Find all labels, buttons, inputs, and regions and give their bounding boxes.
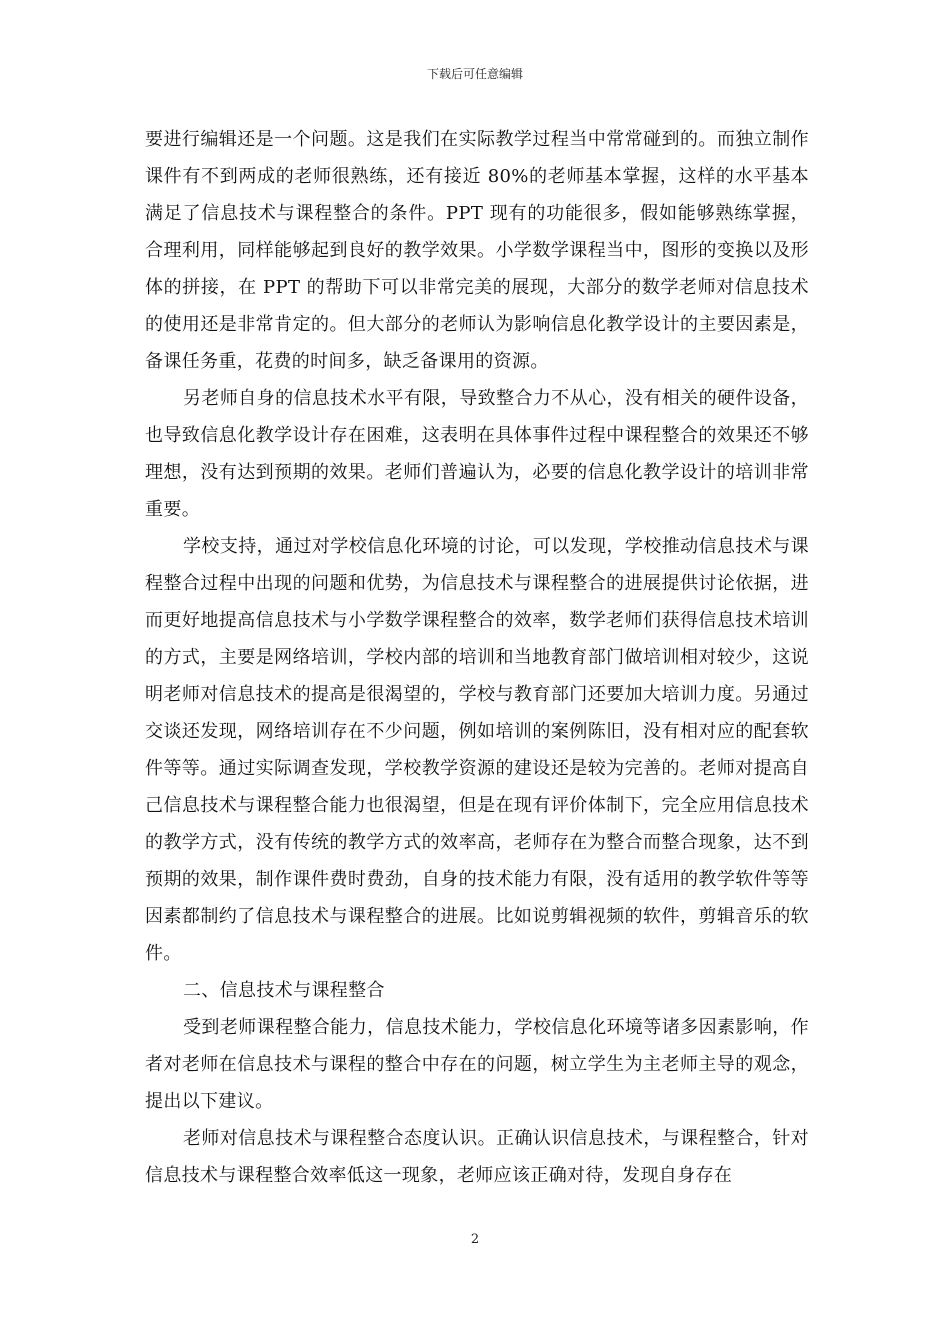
paragraph-school-support: 学校支持，通过对学校信息化环境的讨论，可以发现，学校推动信息技术与课程整合过程中出现的问题和优势，为信息技术与课程整合的进展提供讨论依据，进而更好地提高信息技术与小学数学课程整合的效率，数学老师们获得信息技术培训的方式，主要是网络培训，学校内部的培训和当地教育部门做培训相对较少，这说明老师对信息技术的提高是很渴望的，学校与教育部门还要加大培训力度。另通过交谈还发现，网络培训存在不少问题，例如培训的案例陈旧，没有相对应的配套软件等等。通过实际调查发现，学校教学资源的建设还是较为完善的。老师对提高自己信息技术与课程整合能力也很渴望，但是在现有评价体制下，完全应用信息技术的教学方式，没有传统的教学方式的效率高，老师存在为整合而整合现象，达不到预期的效果，制作课件费时费劲，自身的技术能力有限，没有适用的教学软件等等因素都制约了信息技术与课程整合的进展。比如说剪辑视频的软件，剪辑音乐的软件。 (145, 536, 809, 964)
section-heading: 二、信息技术与课程整合 (183, 980, 385, 1001)
page-number: 2 (470, 1232, 480, 1247)
paragraph-influencing-factors: 受到老师课程整合能力，信息技术能力，学校信息化环境等诸多因素影响，作者对老师在信息技术与课程的整合中存在的问题，树立学生为主老师主导的观念，提出以下建议。 (145, 1017, 809, 1112)
paragraph-teacher-skill-limits: 另老师自身的信息技术水平有限，导致整合力不从心，没有相关的硬件设备，也导致信息化教学设计存在困难，这表明在具体事件过程中课程整合的效果还不够理想，没有达到预期的效果。老师们普遍认为，必要的信息化教学设计的培训非常重要。 (145, 388, 809, 520)
page-header: 下载后可任意编辑 (426, 67, 523, 81)
document-body (145, 121, 809, 1194)
paragraph-continuation: 要进行编辑还是一个问题。这是我们在实际教学过程当中常常碰到的。而独立制作课件有不到两成的老师很熟练，还有接近 80%的老师基本掌握，这样的水平基本满足了信息技术与课程整合的条件。PPT 现有的功能很多，假如能够熟练掌握，合理利用，同样能够起到良好的教学效果。小学数学课程当中，图形的变换以及形体的拼接，在 PPT 的帮助下可以非常完美的展现，大部分的数学老师对信息技术的使用还是非常肯定的。但大部分的老师认为影响信息化教学设计的主要因素是，备课任务重，花费的时间多，缺乏备课用的资源。 (145, 129, 809, 372)
paragraph-teacher-attitude: 老师对信息技术与课程整合态度认识。正确认识信息技术，与课程整合，针对信息技术与课程整合效率低这一现象，老师应该正确对待，发现自身存在 (145, 1128, 809, 1186)
